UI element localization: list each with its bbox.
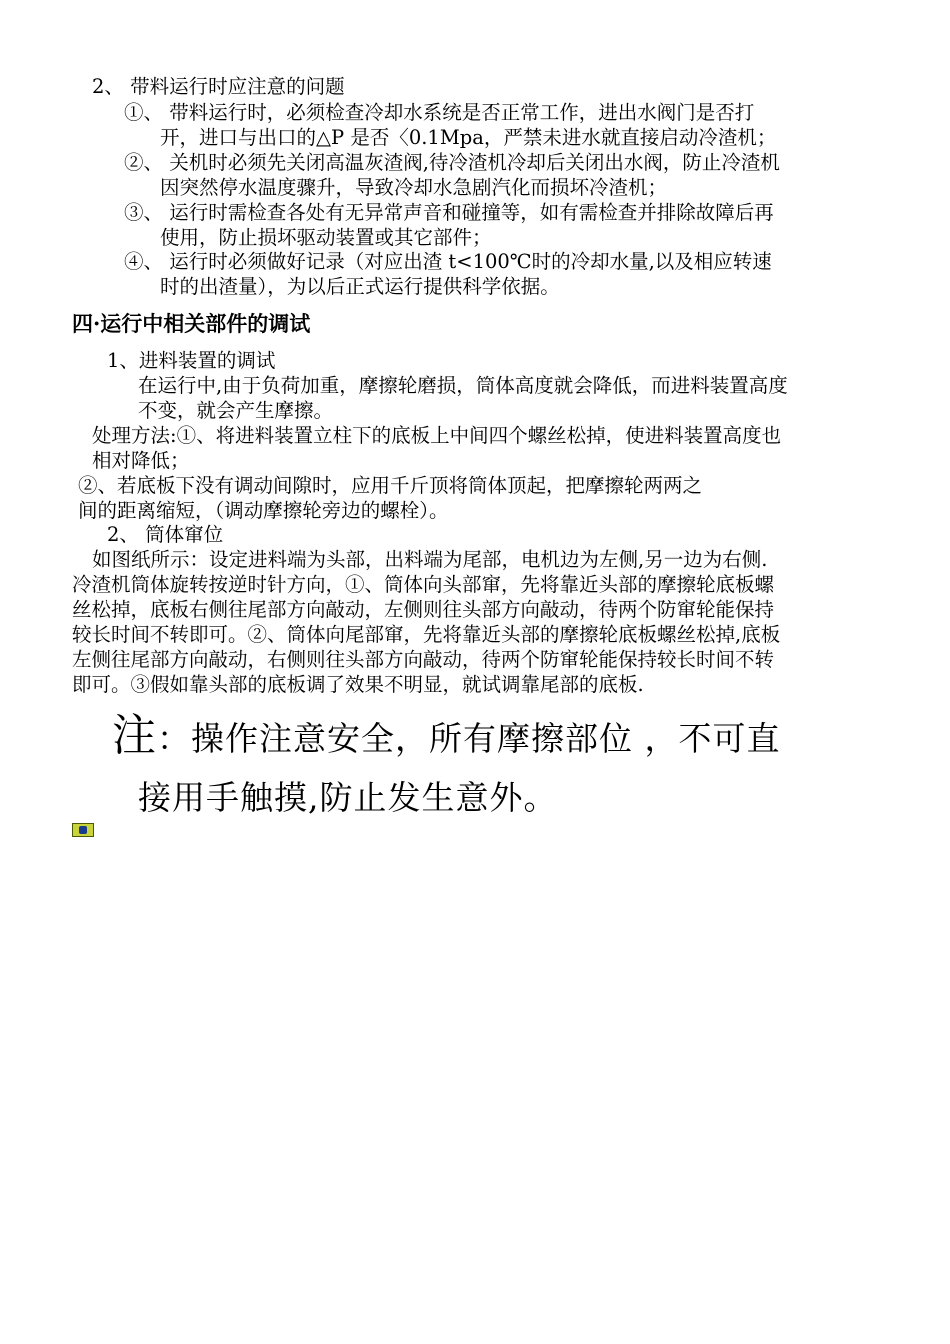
note-text-1: ：操作注意安全，所有摩擦部位 ，不可直	[157, 719, 781, 758]
subsection-2-para-line-5: 左侧往尾部方向敲动，右侧则往头部方向敲动，待两个防窜轮能保持较长时间不转	[72, 648, 775, 671]
subsection-2-para-line-4: 较长时间不转即可。②、筒体向尾部窜，先将靠近头部的摩擦轮底板螺丝松掉,底板	[72, 623, 781, 646]
method-line-4: 间的距离缩短，（调动摩擦轮旁边的螺栓）。	[78, 499, 449, 522]
note-mark: 注	[112, 710, 157, 761]
item-2-line-1: ②、 关机时必须先关闭高温灰渣阀,待冷渣机冷却后关闭出水阀，防止冷渣机	[124, 151, 780, 174]
subsection-2-para-line-6: 即可。③假如靠头部的底板调了效果不明显，就试调靠尾部的底板.	[72, 673, 644, 696]
subsection-1-desc-line-2: 不变，就会产生摩擦。	[138, 399, 334, 422]
method-line-2: 相对降低；	[92, 449, 190, 472]
section-2-title: 2、 带料运行时应注意的问题	[92, 75, 345, 98]
item-1-line-1: ①、 带料运行时，必须检查冷却水系统是否正常工作，进出水阀门是否打	[124, 101, 755, 124]
subsection-2-para-line-1: 如图纸所示：设定进料端为头部，出料端为尾部，电机边为左侧,另一边为右侧.	[92, 548, 768, 571]
item-2-line-2: 因突然停水温度骤升，导致冷却水急剧汽化而损坏冷渣机；	[160, 176, 668, 199]
subsection-2-para-line-3: 丝松掉，底板右侧往尾部方向敲动，左侧则往头部方向敲动，待两个防窜轮能保持	[72, 598, 775, 621]
method-line-3: ②、若底板下没有调动间隙时，应用千斤顶将筒体顶起，把摩擦轮两两之	[78, 474, 703, 497]
subsection-1-title: 1、进料装置的调试	[107, 349, 276, 372]
subsection-1-desc-line-1: 在运行中,由于负荷加重，摩擦轮磨损，筒体高度就会降低，而进料装置高度	[138, 374, 788, 397]
item-3-line-2: 使用，防止损坏驱动装置或其它部件；	[160, 226, 492, 249]
embedded-object-icon[interactable]	[72, 823, 94, 837]
item-1-line-2: 开，进口与出口的△P 是否〈0.1Mpa，严禁未进水就直接启动冷渣机；	[160, 126, 777, 149]
section-4-heading: 四·运行中相关部件的调试	[72, 311, 311, 336]
item-4-line-1: ④、 运行时必须做好记录（对应出渣 t<100℃时的冷却水量,以及相应转速	[124, 250, 772, 273]
method-line-1: 处理方法:①、将进料装置立柱下的底板上中间四个螺丝松掉，使进料装置高度也	[92, 424, 782, 447]
item-3-line-1: ③、 运行时需检查各处有无异常声音和碰撞等，如有需检查并排除故障后再	[124, 201, 774, 224]
subsection-2-para-line-2: 冷渣机筒体旋转按逆时针方向，①、筒体向头部窜，先将靠近头部的摩擦轮底板螺	[72, 573, 775, 596]
safety-note-line-1	[112, 710, 781, 761]
item-4-line-2: 时的出渣量），为以后正式运行提供科学依据。	[160, 275, 560, 298]
safety-note-line-2: 接用手触摸,防止发生意外。	[138, 778, 558, 817]
subsection-2-title: 2、 筒体窜位	[107, 523, 224, 546]
